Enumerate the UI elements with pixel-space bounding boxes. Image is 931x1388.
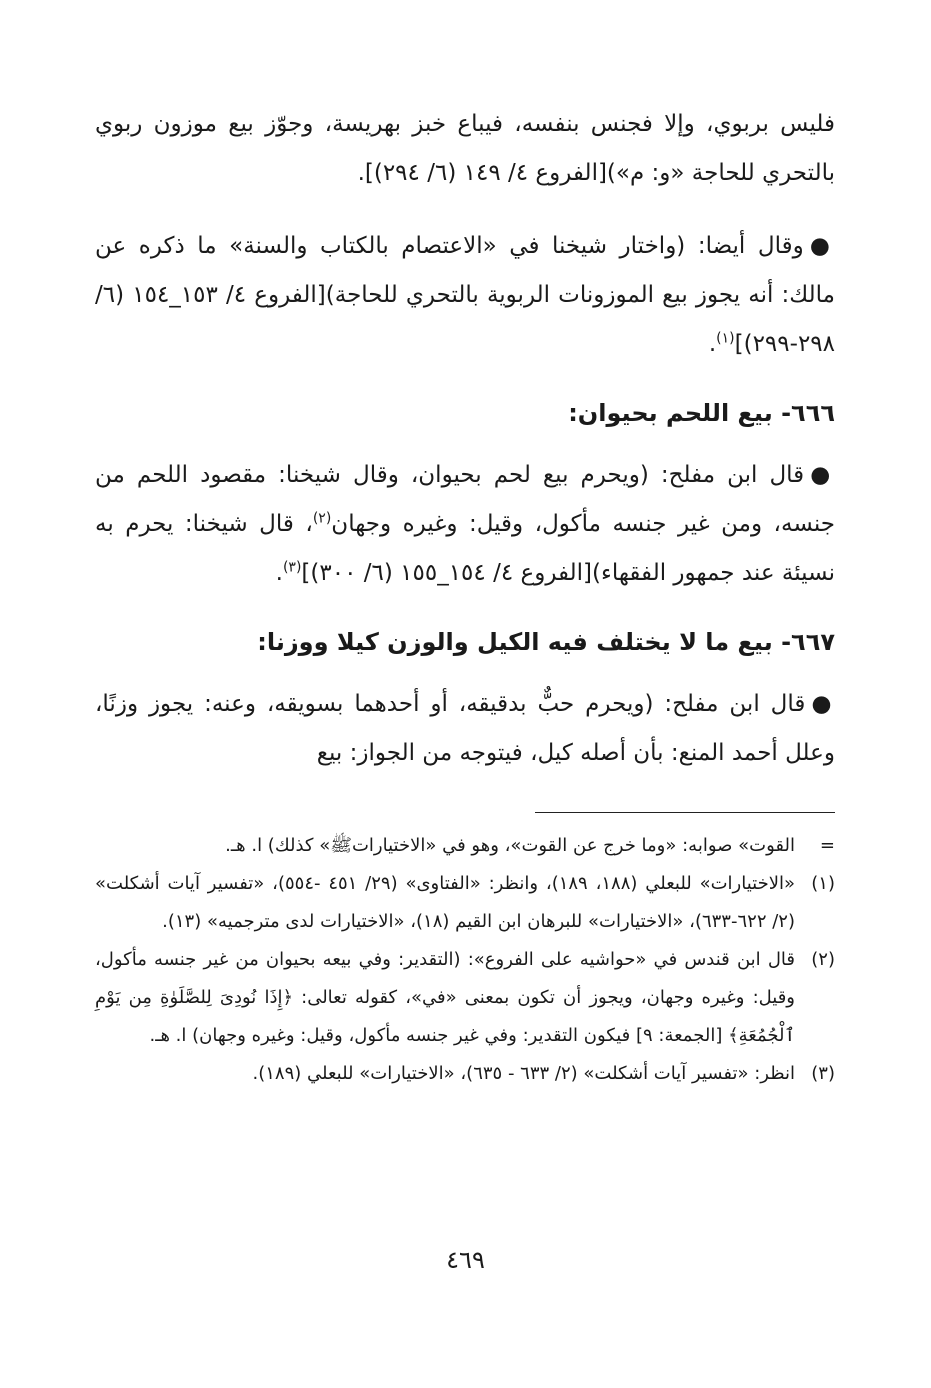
- section-heading-667: ٦٦٧- بيع ما لا يختلف فيه الكيل والوزن كيلا ووزنا:: [257, 628, 835, 656]
- footnote-marker: (١): [811, 873, 835, 894]
- main-text: [95, 100, 835, 778]
- footnote-marker: (٢): [811, 949, 835, 970]
- footnote-marker: (٣): [811, 1063, 835, 1084]
- footnote-text: «الاختيارات» للبعلي (١٨٨، ١٨٩)، وانظر: «الفتاوى» (٢٩/ ٤٥١ -٥٥٤)، «تفسير آيات أشكلت» (٢/ ٦٢٢-٦٣٣)، «الاختيارات» للبرهان ابن القيم (١٨)، «الاختيارات لدى مترجميه» (١٣).: [95, 873, 795, 932]
- paragraph-grain-flour: [95, 680, 835, 778]
- bullet-icon: ●: [809, 233, 835, 259]
- section-heading-666: ٦٦٦- بيع اللحم بحيوان:: [568, 399, 835, 427]
- footnote-text: القوت» صوابه: «وما خرج عن القوت»، وهو في «الاختياراتﷺ» كذلك) ا. هـ.: [225, 835, 795, 856]
- paragraph-text: قال ابن مفلح: (ويحرم بيع لحم بحيوان، وقال شيخنا: مقصود اللحم من جنسه، ومن غير جنسه مأكول، وقيل: وغيره وجهان: [95, 462, 835, 537]
- footnote-ref-2[interactable]: (٢): [312, 510, 332, 527]
- paragraph-text: قال ابن مفلح: (ويحرم حبٌّ بدقيقه، أو أحدهما بسويقه، وعنه: يجوز وزنًا، وعلل أحمد المنع: بأن أصله كيل، فيتوجه من الجواز: بيع: [95, 691, 835, 766]
- footnotes: [95, 827, 835, 1093]
- bullet-icon: ●: [810, 462, 835, 488]
- footnote-2: [95, 941, 835, 1055]
- paragraph-meat-for-animal: [95, 451, 835, 598]
- paragraph-text: فليس بربوي، وإلا فجنس بنفسه، فيباع خبز بهريسة، وجوّز بيع موزون ربوي بالتحري للحاجة «و: م»)[الفروع ٤/ ١٤٩ (٦/ ٢٩٤)].: [95, 111, 835, 186]
- footnote-ref-1[interactable]: (١): [716, 330, 735, 347]
- paragraph-ibn-muflih-quote-1: [95, 222, 835, 369]
- footnote-marker: =: [819, 835, 835, 856]
- footnote-ref-3[interactable]: (٣): [282, 559, 302, 576]
- paragraph-continued: [95, 100, 835, 198]
- footnote-1: [95, 865, 835, 941]
- paragraph-text-cont: ، قال شيخنا: يحرم به نسيئة عند جمهور الفقهاء)[الفروع ٤/ ١٥٤_١٥٥ (٦/ ٣٠٠)]: [95, 511, 835, 586]
- paragraph-end: .: [708, 331, 717, 357]
- paragraph-end: .: [275, 560, 283, 586]
- footnote-continued: [95, 827, 835, 865]
- paragraph-text: وقال أيضا: (واختار شيخنا في «الاعتصام بالكتاب والسنة» ما ذكره عن مالك: أنه يجوز بيع الموزونات الربوية بالتحري للحاجة)[الفروع ٤/ ١٥٣_١٥٤ (٦/ ٢٩٨-٢٩٩)]: [95, 233, 835, 357]
- footnote-divider: [535, 812, 835, 813]
- page-number: ٤٦٩: [446, 1246, 485, 1274]
- footnote-text: انظر: «تفسير آيات أشكلت» (٢/ ٦٣٣ - ٦٣٥)، «الاختيارات» للبعلي (١٨٩).: [252, 1063, 795, 1084]
- bullet-icon: ●: [811, 691, 835, 717]
- footnote-text: قال ابن قندس في «حواشيه على الفروع»: (التقدير: وفي بيعه بحيوان من غير جنسه مأكول، وقيل: وغيره وجهان، ويجوز أن تكون بمعنى «في»، كقوله تعالى: ﴿إِذَا نُودِىَ لِلصَّلَوٰةِ مِن يَوْمِ ٱلْجُمُعَةِ﴾ [الجمعة: ٩] فيكون التقدير: وفي غير جنسه مأكول، وقيل: وغيره وجهان) ا. هـ.: [95, 949, 795, 1046]
- book-page: [95, 100, 835, 1093]
- footnote-3: [95, 1055, 835, 1093]
